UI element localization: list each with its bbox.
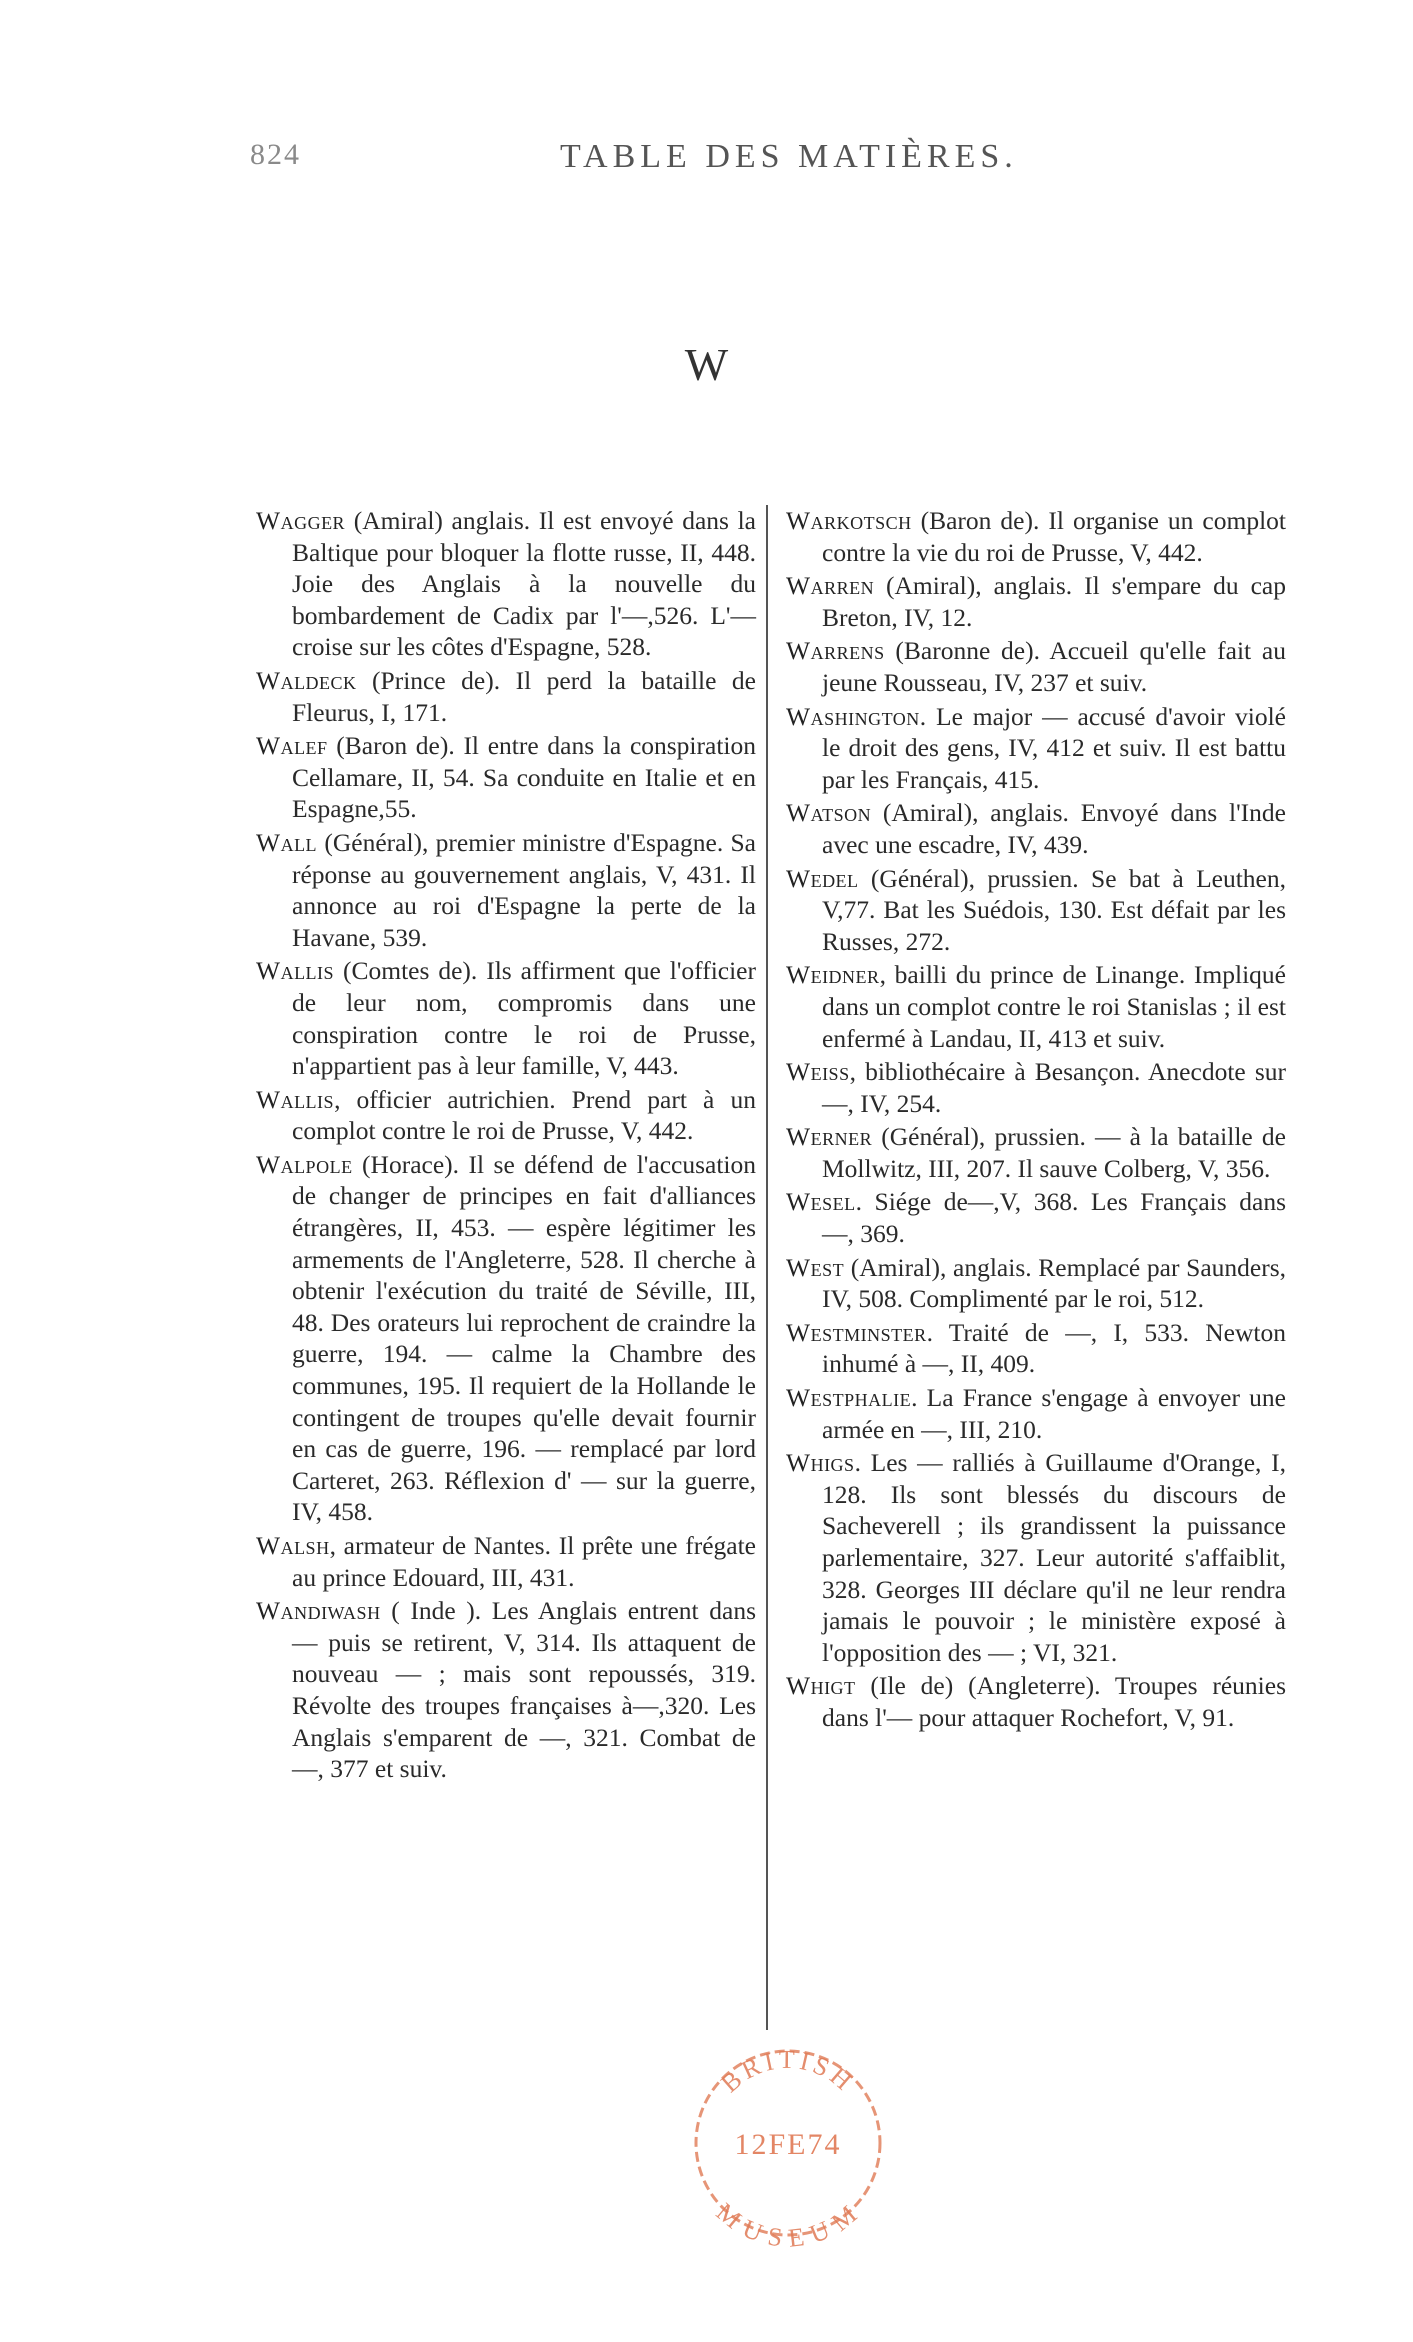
entry-text: . Les — ralliés à Guillaume d'Orange, I, 128. Ils sont blessés du discours de Sacheverell ; ils grandissent la puissance parlementaire, 327. Leur autorité s'affaiblit, 328. Georges III déclare qu'il ne leur rendra jamais le pouvoir ; le ministère exposé à l'opposition des — ; VI, 321. <box>822 1448 1286 1667</box>
page-number: 824 <box>250 138 301 171</box>
entry-headword: Werner <box>786 1122 873 1152</box>
entry-headword: Westphalie <box>786 1383 912 1413</box>
entry-text: (Baronne de). Accueil qu'elle fait au jeune Rousseau, IV, 237 et suiv. <box>822 636 1286 697</box>
index-entry <box>256 1530 756 1593</box>
entry-headword: Warrens <box>786 636 885 666</box>
entry-text: (Baron de). Il organise un complot contre la vie du roi de Prusse, V, 442. <box>822 506 1286 567</box>
index-entry <box>786 1670 1286 1733</box>
entry-text: (Comtes de). Ils affirment que l'officier de leur nom, compromis dans une conspiration contre le roi de Prusse, n'appartient pas à leur famille, V, 443. <box>292 956 756 1081</box>
entry-headword: Weiss <box>786 1057 850 1087</box>
index-entry <box>786 1186 1286 1249</box>
entry-text: (Ile de) (Angleterre). Troupes réunies dans l'— pour attaquer Rochefort, V, 91. <box>822 1671 1286 1732</box>
entry-text: . Siége de—,V, 368. Les Français dans —, 369. <box>822 1187 1286 1249</box>
index-entry <box>256 1084 756 1147</box>
page-header <box>0 138 1413 182</box>
entry-text: (Horace). Il se défend de l'accusation de changer de principes en fait d'alliances étrangères, II, 453. — espère légitimer les armements de l'Angleterre, 528. Il cherche à obtenir l'exécution du traité de Séville, III, 48. Des orateurs lui reprochent de craindre la guerre, 194. — calme la Chambre des communes, 195. Il requiert de la Hollande le contingent de troupes qu'elle devait fournir en cas de guerre, 196. — remplacé par lord Carteret, 263. Réflexion d' — sur la guerre, IV, 458. <box>292 1149 756 1527</box>
entry-headword: Whigs <box>786 1448 855 1478</box>
index-entry <box>786 959 1286 1054</box>
entry-text: . Le major — accusé d'avoir violé le droit des gens, IV, 412 et suiv. Il est battu par les Français, 415. <box>822 701 1286 794</box>
entry-headword: Washington <box>786 701 920 731</box>
british-museum-stamp <box>678 2038 898 2248</box>
entry-headword: Wesel <box>786 1187 856 1217</box>
running-head: TABLE DES MATIÈRES. <box>560 138 1018 175</box>
index-entry <box>256 1149 756 1528</box>
entry-text: (Amiral) anglais. Il est envoyé dans la Baltique pour bloquer la flotte russe, II, 448. Joie des Anglais à la nouvelle du bombardement de Cadix par l'—,526. L'— croise sur les côtes d'Espagne, 528. <box>292 506 756 662</box>
entry-text: (Baron de). Il entre dans la conspiration Cellamare, II, 54. Sa conduite en Italie et en Espagne,55. <box>292 731 756 824</box>
entry-headword: Westminster <box>786 1317 927 1347</box>
entry-headword: Wallis <box>256 956 335 986</box>
index-entry <box>786 635 1286 698</box>
entry-headword: Walef <box>256 731 328 761</box>
entry-text: (Général), premier ministre d'Espagne. Sa réponse au gouvernement anglais, V, 431. Il annonce au roi d'Espagne la perte de la Havane, 539. <box>292 827 756 952</box>
index-entry <box>786 1382 1286 1445</box>
entry-headword: Walsh <box>256 1531 330 1560</box>
index-entry <box>256 955 756 1081</box>
entry-headword: Wagger <box>256 506 346 535</box>
section-letter: W <box>684 339 729 390</box>
entry-headword: Whigt <box>786 1671 856 1701</box>
entry-headword: Warren <box>786 571 875 601</box>
entry-text: (Prince de). Il perd la bataille de Fleurus, I, 171. <box>292 665 756 727</box>
index-entry <box>786 570 1286 633</box>
index-entry <box>256 665 756 728</box>
entry-headword: Wall <box>256 827 318 857</box>
entry-text: , bibliothécaire à Besançon. Anecdote sur —, IV, 254. <box>822 1057 1286 1118</box>
entry-text: (Général), prussien. — à la bataille de Mollwitz, III, 207. Il sauve Colberg, V, 356. <box>822 1122 1286 1183</box>
entry-text: , armateur de Nantes. Il prête une frégate au prince Edouard, III, 431. <box>292 1531 756 1592</box>
entry-headword: Walpole <box>256 1149 353 1179</box>
stamp-date: 12FE74 <box>734 2128 842 2161</box>
index-entry <box>786 1252 1286 1315</box>
index-entry <box>786 1317 1286 1380</box>
index-entry <box>256 730 756 825</box>
entry-headword: Watson <box>786 798 872 828</box>
entry-headword: Wallis <box>256 1084 335 1114</box>
index-entry <box>786 1447 1286 1668</box>
entry-text: (Amiral), anglais. Envoyé dans l'Inde avec une escadre, IV, 439. <box>822 798 1286 859</box>
entry-headword: Waldeck <box>256 665 357 695</box>
entry-text: , bailli du prince de Linange. Impliqué dans un complot contre le roi Stanislas ; il est enfermé à Landau, II, 413 et suiv. <box>822 960 1286 1053</box>
entry-text: ( Inde ). Les Anglais entrent dans — puis se retirent, V, 314. Ils attaquent de nouveau — ; mais sont repoussés, 319. Révolte des troupes françaises à—,320. Les Anglais s'emparent de —, 321. Combat de —, 377 et suiv. <box>292 1596 756 1784</box>
index-entry <box>256 505 756 663</box>
stamp-bottom-text: MUSEUM <box>710 2197 866 2248</box>
index-entry <box>786 701 1286 796</box>
entry-text: (Amiral), anglais. Il s'empare du cap Breton, IV, 12. <box>822 571 1286 632</box>
index-column-left <box>256 505 756 1787</box>
index-entry <box>786 863 1286 958</box>
entry-headword: Weidner <box>786 960 880 990</box>
column-divider <box>766 505 768 2030</box>
index-entry <box>786 1056 1286 1119</box>
entry-headword: West <box>786 1252 845 1282</box>
stamp-top-text: BRITISH <box>715 2044 861 2099</box>
entry-text: (Amiral), anglais. Remplacé par Saunders, IV, 508. Complimenté par le roi, 512. <box>822 1252 1286 1314</box>
index-column-right <box>786 505 1286 1736</box>
index-entry <box>256 827 756 953</box>
index-entry <box>786 1121 1286 1184</box>
entry-text: . Traité de —, I, 533. Newton inhumé à —, II, 409. <box>822 1317 1286 1379</box>
entry-headword: Warkotsch <box>786 506 912 535</box>
entry-headword: Wedel <box>786 863 859 893</box>
entry-text: (Général), prussien. Se bat à Leuthen, V,77. Bat les Suédois, 130. Est défait par les Russes, 272. <box>822 863 1286 956</box>
index-entry <box>256 1595 756 1785</box>
entry-headword: Wandiwash <box>256 1596 381 1626</box>
entry-text: . La France s'engage à envoyer une armée en —, III, 210. <box>822 1383 1286 1444</box>
index-entry <box>786 505 1286 568</box>
entry-text: , officier autrichien. Prend part à un complot contre le roi de Prusse, V, 442. <box>292 1084 756 1146</box>
index-entry <box>786 797 1286 860</box>
